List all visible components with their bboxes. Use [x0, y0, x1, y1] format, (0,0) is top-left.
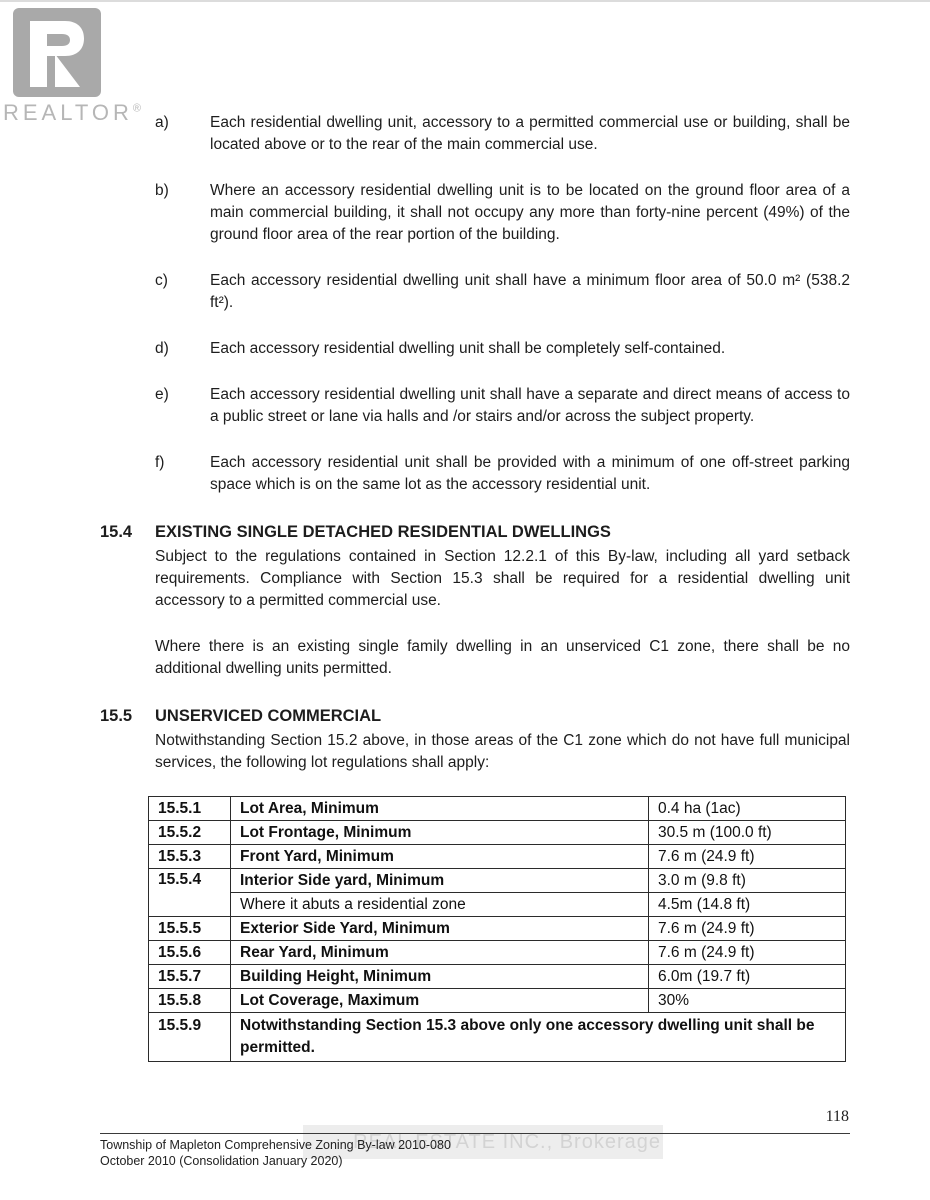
section-paragraph: Subject to the regulations contained in Section 12.2.1 of this By-law, including all yard setback requirements. Compliance with Section 15.3 shall be required for a residential dwelling unit accessory to a permitted commercial use. [155, 548, 850, 609]
section-number: 15.4 [100, 523, 133, 541]
table-row [149, 941, 846, 965]
list-item-text: Where an accessory residential dwelling unit is to be located on the ground floor area of a main commercial building, it shall not occupy any more than forty-nine percent (49%) of the ground floor area of the rear portion of the building. [210, 182, 850, 243]
list-item-text: Each accessory residential unit shall be provided with a minimum of one off-street parking space which is on the same lot as the accessory residential unit. [210, 454, 850, 493]
table-row [149, 869, 846, 893]
list-item-text: Each accessory residential dwelling unit shall have a minimum floor area of 50.0 m² (538.2 ft²). [210, 272, 850, 311]
registered-mark: ® [132, 102, 141, 115]
row-value: 0.4 ha (1ac) [649, 797, 846, 821]
row-value: 6.0m (19.7 ft) [649, 965, 846, 989]
list-item-e [155, 384, 850, 428]
list-item-a [155, 112, 850, 156]
footer-divider [100, 1133, 850, 1134]
list-item-c [155, 270, 850, 314]
list-item-text: Each residential dwelling unit, accessory to a permitted commercial use or building, shall be located above or to the rear of the main commercial use. [210, 114, 850, 153]
section-title: EXISTING SINGLE DETACHED RESIDENTIAL DWELLINGS [155, 523, 611, 541]
row-number: 15.5.7 [149, 965, 231, 989]
row-number: 15.5.2 [149, 821, 231, 845]
list-item-label: d) [155, 340, 169, 357]
list-item-text: Each accessory residential dwelling unit shall be completely self-contained. [210, 340, 726, 357]
row-sub-value: 4.5m (14.8 ft) [649, 893, 846, 917]
row-label: Exterior Side Yard, Minimum [231, 917, 649, 941]
list-item-b [155, 180, 850, 246]
table-row [149, 845, 846, 869]
list-item-d [155, 338, 850, 360]
realtor-logo [13, 8, 101, 97]
table-row [149, 797, 846, 821]
row-value: 7.6 m (24.9 ft) [649, 941, 846, 965]
section-paragraph: Notwithstanding Section 15.2 above, in those areas of the C1 zone which do not have full municipal services, the following lot regulations shall apply: [155, 732, 850, 771]
page-number: 118 [825, 1108, 849, 1125]
row-sub-label: Where it abuts a residential zone [231, 893, 649, 917]
row-number: 15.5.3 [149, 845, 231, 869]
row-value: 7.6 m (24.9 ft) [649, 917, 846, 941]
list-item-label: f) [155, 454, 165, 471]
list-item-label: c) [155, 272, 168, 289]
realtor-r-icon [13, 8, 101, 97]
row-label: Building Height, Minimum [231, 965, 649, 989]
section-number: 15.5 [100, 707, 133, 725]
section-heading-15-5 [100, 705, 850, 727]
table-subrow [149, 893, 846, 917]
row-label: Interior Side yard, Minimum [231, 869, 649, 893]
row-label: Lot Coverage, Maximum [231, 989, 649, 1013]
row-number: 15.5.4 [149, 869, 231, 917]
row-value: 30.5 m (100.0 ft) [649, 821, 846, 845]
row-label: Notwithstanding Section 15.3 above only one accessory dwelling unit shall be permitted. [231, 1013, 846, 1062]
row-value: 30% [649, 989, 846, 1013]
footer-line-2: October 2010 (Consolidation January 2020) [100, 1153, 343, 1168]
row-label: Lot Frontage, Minimum [231, 821, 649, 845]
table-row [149, 965, 846, 989]
scan-edge-artifact [0, 0, 930, 2]
row-label: Rear Yard, Minimum [231, 941, 649, 965]
row-label: Lot Area, Minimum [231, 797, 649, 821]
table-row [149, 821, 846, 845]
list-item-label: e) [155, 386, 169, 403]
footer-line-1: Township of Mapleton Comprehensive Zoning By-law 2010-080 [100, 1138, 451, 1152]
row-label: Front Yard, Minimum [231, 845, 649, 869]
row-number: 15.5.5 [149, 917, 231, 941]
table-row [149, 1013, 846, 1062]
row-number: 15.5.8 [149, 989, 231, 1013]
table-row [149, 917, 846, 941]
footer [100, 1138, 451, 1169]
brokerage-watermark: REAL ESTATE INC., Brokerage [303, 1125, 663, 1159]
row-value: 7.6 m (24.9 ft) [649, 845, 846, 869]
lot-regulations-table [148, 796, 846, 1062]
section-heading-15-4 [100, 521, 850, 543]
row-value: 3.0 m (9.8 ft) [649, 869, 846, 893]
table-row [149, 989, 846, 1013]
list-item-label: b) [155, 182, 169, 199]
row-number: 15.5.6 [149, 941, 231, 965]
section-paragraph: Where there is an existing single family dwelling in an unserviced C1 zone, there shall be no additional dwelling units permitted. [155, 638, 850, 677]
realtor-wordmark-text: REALTOR [3, 100, 133, 125]
section-title: UNSERVICED COMMERCIAL [155, 707, 382, 725]
list-item-text: Each accessory residential dwelling unit shall have a separate and direct means of access to a public street or lane via halls and /or stairs and/or across the subject property. [210, 386, 850, 425]
document-body [100, 112, 850, 1062]
list-item-f [155, 452, 850, 496]
row-number: 15.5.1 [149, 797, 231, 821]
list-item-label: a) [155, 114, 169, 131]
row-number: 15.5.9 [149, 1013, 231, 1062]
